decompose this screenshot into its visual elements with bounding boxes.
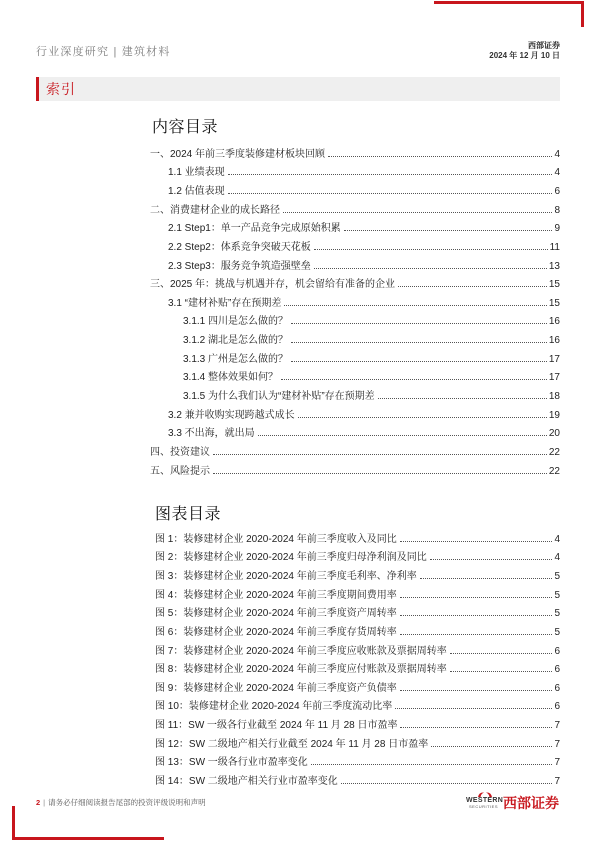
toc-entry-page: 6 (554, 185, 560, 197)
figure-entry-title: 图 6：装修建材企业 2020-2024 年前三季度存货周转率 (155, 626, 397, 638)
index-accent-mark (36, 77, 39, 101)
figure-entry-title: 图 1：装修建材企业 2020-2024 年前三季度收入及同比 (155, 533, 397, 545)
figure-dot-leader (341, 783, 553, 784)
toc-dot-leader (284, 305, 547, 306)
figure-dot-leader (400, 727, 552, 728)
figure-entry-page: 4 (554, 533, 560, 545)
footer-disclaimer: 请务必仔细阅读报告尾部的投资评级说明和声明 (48, 798, 206, 807)
figure-entry[interactable] (155, 773, 560, 792)
figure-list-heading: 图表目录 (155, 506, 222, 523)
figure-dot-leader (400, 634, 553, 635)
footer-separator: | (43, 798, 46, 807)
figure-entry-page: 6 (554, 664, 560, 676)
figure-entry-page: 5 (554, 626, 560, 638)
figure-entry-title: 图 12：SW 二级地产相关行业截至 2024 年 11 月 28 日市盈率 (155, 738, 429, 750)
toc-entry[interactable] (150, 351, 560, 370)
figure-dot-leader (400, 615, 553, 616)
figure-dot-leader (400, 690, 553, 691)
toc-dot-leader (228, 193, 553, 194)
figure-entry[interactable] (155, 643, 560, 662)
figure-entry-page: 6 (554, 682, 560, 694)
toc-entry-page: 18 (548, 391, 560, 403)
toc-entry-page: 16 (548, 316, 560, 328)
figure-entry-title: 图 11：SW 一级各行业截至 2024 年 11 月 28 日市盈率 (155, 720, 398, 732)
figure-entry[interactable] (155, 605, 560, 624)
figure-dot-leader (311, 764, 553, 765)
toc-entry-title: 1.2 估值表现 (168, 185, 225, 197)
figure-entry-page: 5 (554, 608, 560, 620)
toc-entry-title: 3.1.1 四川是怎么做的？ (183, 316, 289, 328)
toc-entry[interactable] (150, 239, 560, 258)
toc-entry-page: 15 (548, 279, 560, 291)
top-right-accent-bar (434, 1, 584, 4)
figure-entry[interactable] (155, 717, 560, 736)
toc-dot-leader (314, 249, 548, 250)
toc-dot-leader (344, 230, 553, 231)
figure-entry[interactable] (155, 549, 560, 568)
figure-entry[interactable] (155, 587, 560, 606)
toc-entry[interactable] (150, 276, 560, 295)
figure-entry[interactable] (155, 736, 560, 755)
toc-dot-leader (213, 454, 547, 455)
figure-entry-page: 5 (554, 589, 560, 601)
figure-dot-leader (395, 708, 552, 709)
toc-entry-title: 3.1 “建材补贴”存在预期差 (168, 297, 282, 309)
toc-entry-page: 4 (554, 148, 560, 160)
figure-entry[interactable] (155, 698, 560, 717)
logo-wordmark-en-sub: SECURITIES (469, 804, 499, 809)
figure-entry-page: 4 (554, 552, 560, 564)
toc-entry-page: 19 (548, 409, 560, 421)
toc-entry-title: 1.1 业绩表现 (168, 167, 225, 179)
figure-entry[interactable] (155, 754, 560, 773)
figure-entry-page: 5 (554, 570, 560, 582)
toc-entry-title: 2.3 Step3：服务竞争筑造强壁垒 (168, 260, 311, 272)
toc-entry[interactable] (150, 425, 560, 444)
toc-dot-leader (291, 361, 547, 362)
toc-dot-leader (258, 435, 547, 436)
toc-entry[interactable] (150, 313, 560, 332)
toc-entry[interactable] (150, 295, 560, 314)
toc-entry-page: 17 (548, 353, 560, 365)
toc-entry-page: 9 (554, 223, 560, 235)
figure-entry-title: 图 2：装修建材企业 2020-2024 年前三季度归母净利润及同比 (155, 552, 427, 564)
figure-entry-title: 图 5：装修建材企业 2020-2024 年前三季度资产周转率 (155, 608, 397, 620)
toc-entry-page: 17 (548, 372, 560, 384)
bottom-left-accent-bar (12, 837, 164, 840)
toc-entry-title: 3.1.4 整体效果如何？ (183, 372, 279, 384)
toc-entry-title: 五、风险提示 (150, 465, 210, 477)
figure-entry-title: 图 3：装修建材企业 2020-2024 年前三季度毛利率、净利率 (155, 570, 417, 582)
figure-entry-title: 图 4：装修建材企业 2020-2024 年前三季度期间费用率 (155, 589, 397, 601)
toc-entry[interactable] (150, 369, 560, 388)
toc-entry[interactable] (150, 220, 560, 239)
figure-dot-leader (420, 578, 553, 579)
figure-entry-page: 7 (554, 738, 560, 750)
figure-entry-page: 7 (554, 776, 560, 788)
toc-dot-leader (291, 323, 547, 324)
figure-entry-page: 7 (554, 720, 560, 732)
toc-list (150, 146, 560, 482)
toc-entry[interactable] (150, 388, 560, 407)
page-footer (36, 797, 206, 809)
figure-dot-leader (431, 746, 552, 747)
figure-entry-title: 图 13：SW 一级各行业市盈率变化 (155, 757, 308, 769)
figure-entry[interactable] (155, 624, 560, 643)
figure-entry-title: 图 7：装修建材企业 2020-2024 年前三季度应收账款及票据周转率 (155, 645, 447, 657)
figure-entry-title: 图 8：装修建材企业 2020-2024 年前三季度应付账款及票据周转率 (155, 664, 447, 676)
toc-entry-page: 22 (548, 465, 560, 477)
toc-entry-title: 3.1.2 湖北是怎么做的？ (183, 335, 289, 347)
toc-entry-page: 13 (548, 260, 560, 272)
figure-entry[interactable] (155, 680, 560, 699)
toc-entry[interactable] (150, 258, 560, 277)
toc-entry-title: 三、2025 年：挑战与机遇并存，机会留给有准备的企业 (150, 279, 396, 291)
logo-wordmark-cn: 西部证券 (503, 795, 559, 811)
toc-dot-leader (291, 342, 547, 343)
figure-list (155, 531, 560, 792)
toc-entry[interactable] (150, 332, 560, 351)
toc-entry-page: 15 (548, 297, 560, 309)
toc-entry[interactable] (150, 164, 560, 183)
toc-dot-leader (213, 473, 547, 474)
figure-entry-page: 7 (554, 757, 560, 769)
figure-entry[interactable] (155, 661, 560, 680)
index-title: 索引 (46, 81, 76, 97)
bottom-left-accent-bar-vertical (12, 806, 15, 840)
figure-entry-title: 图 10：装修建材企业 2020-2024 年前三季度流动比率 (155, 701, 393, 713)
toc-entry-page: 16 (548, 335, 560, 347)
toc-entry-title: 3.1.5 为什么我们认为“建材补贴”存在预期差 (183, 391, 375, 403)
toc-entry-page: 11 (549, 241, 560, 253)
figure-entry-title: 图 14：SW 二级地产相关行业市盈率变化 (155, 776, 338, 788)
figure-entry-title: 图 9：装修建材企业 2020-2024 年前三季度资产负债率 (155, 682, 397, 694)
report-category: 行业深度研究 | 建筑材料 (36, 46, 171, 58)
toc-entry-title: 3.1.3 广州是怎么做的？ (183, 353, 289, 365)
toc-entry-page: 20 (548, 428, 560, 440)
index-section-bar (36, 77, 560, 101)
report-date: 2024 年 12 月 10 日 (489, 51, 560, 60)
toc-entry[interactable] (150, 444, 560, 463)
toc-entry-title: 2.2 Step2：体系竞争突破天花板 (168, 241, 311, 253)
toc-entry[interactable] (150, 463, 560, 482)
figure-dot-leader (450, 671, 553, 672)
toc-dot-leader (283, 212, 552, 213)
toc-entry[interactable] (150, 202, 560, 221)
toc-entry-title: 3.2 兼并收购实现跨越式成长 (168, 409, 295, 421)
western-securities-logo (466, 791, 560, 813)
toc-dot-leader (398, 286, 547, 287)
toc-entry[interactable] (150, 146, 560, 165)
header-brand: 西部证券 (528, 41, 560, 50)
figure-entry[interactable] (155, 531, 560, 550)
figure-dot-leader (400, 597, 553, 598)
toc-entry-page: 8 (554, 204, 560, 216)
toc-entry-title: 四、投资建议 (150, 446, 210, 458)
toc-dot-leader (314, 268, 547, 269)
figure-dot-leader (430, 559, 553, 560)
toc-entry-page: 22 (548, 446, 560, 458)
logo-wordmark-en: WESTERN (466, 797, 504, 804)
figure-dot-leader (400, 541, 553, 542)
toc-entry[interactable] (150, 183, 560, 202)
figure-entry[interactable] (155, 568, 560, 587)
footer-page-number: 2 (36, 798, 41, 807)
toc-entry-title: 二、消费建材企业的成长路径 (150, 204, 280, 216)
figure-entry-page: 6 (554, 701, 560, 713)
toc-dot-leader (298, 417, 547, 418)
header-brand-block (489, 41, 560, 61)
toc-entry-page: 4 (554, 167, 560, 179)
toc-heading: 内容目录 (152, 119, 219, 136)
toc-dot-leader (328, 156, 552, 157)
top-right-accent-bar-vertical (581, 1, 584, 27)
toc-dot-leader (378, 398, 547, 399)
toc-entry-title: 一、2024 年前三季度装修建材板块回顾 (150, 148, 326, 160)
toc-entry[interactable] (150, 407, 560, 426)
toc-dot-leader (228, 174, 553, 175)
figure-dot-leader (450, 653, 553, 654)
toc-dot-leader (281, 379, 547, 380)
toc-entry-title: 3.3 不出海，就出局 (168, 428, 255, 440)
toc-entry-title: 2.1 Step1：单一产品竞争完成原始积累 (168, 223, 341, 235)
figure-entry-page: 6 (554, 645, 560, 657)
